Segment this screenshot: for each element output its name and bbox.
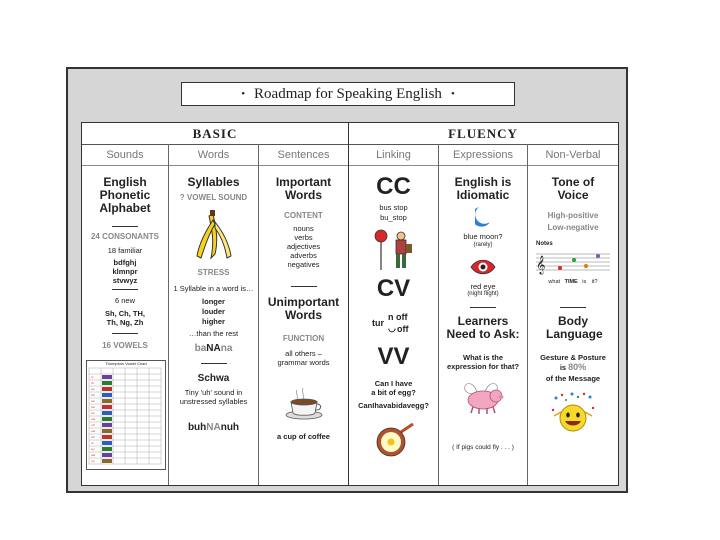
sentences-rule (259, 286, 348, 287)
syllable-line: 1 Syllable in a word is… (173, 284, 254, 293)
important-words-heading: Important Words (275, 175, 332, 202)
smiley-face-icon (550, 392, 596, 436)
idiomatic-heading: English is Idiomatic (454, 175, 512, 202)
schwa-part-2: NA (206, 422, 221, 433)
vv-example-1: Can I have (374, 379, 413, 388)
gesture-line-2 (528, 363, 618, 372)
body-language-heading: Body Language (546, 314, 603, 341)
notes-word-2: TIME (564, 279, 578, 285)
music-staff-image (536, 249, 610, 275)
svg-text:uw: uw (91, 429, 96, 433)
stress-higher: higher (202, 317, 225, 326)
vowel-chart-grid (87, 367, 165, 467)
sounds-rule-1 (82, 226, 168, 227)
svg-text:ih: ih (91, 381, 94, 385)
syllables-heading: Syllables (187, 175, 240, 189)
coffee-cup-image (285, 388, 323, 420)
gesture-is: is (559, 363, 567, 372)
vv-heading: VV (377, 343, 410, 370)
cv-link-mark: ◡ (388, 323, 396, 333)
vowel-sound-label: ? VOWEL SOUND (179, 193, 248, 202)
vowel-chart-title: Thompson Vowel Chart (105, 361, 147, 366)
words-rule (169, 363, 258, 364)
cc-example-2: bu_stop (380, 213, 407, 222)
vowel-chart-image (86, 360, 166, 470)
eye-icon (469, 258, 497, 276)
schwa-desc-2: unstressed syllables (179, 397, 248, 406)
unimportant-words-heading: Unimportant Words (267, 295, 340, 322)
svg-text:eh: eh (91, 393, 95, 397)
notes-word-4: it? (591, 279, 598, 285)
coffee-caption: a cup of coffee (277, 432, 330, 441)
cc-heading: CC (376, 173, 411, 200)
letters-row-3: stvwyz (112, 276, 138, 285)
svg-text:ow: ow (91, 417, 96, 421)
frying-pan-icon (375, 422, 415, 458)
category-fluency: FLUENCY (448, 125, 518, 141)
schwa-heading: Schwa (197, 373, 230, 384)
category-basic: BASIC (192, 125, 238, 141)
content-nouns: nouns (293, 224, 314, 233)
flying-pig-image (459, 378, 507, 416)
new-letters-1: Sh, Ch, TH, (105, 309, 145, 318)
gesture-percent: 80% (568, 362, 587, 372)
title-dot-left: • (241, 88, 246, 100)
vowels-label: 16 VOWELS (102, 341, 148, 350)
notes-label: Notes (536, 241, 553, 247)
sounds-column (82, 166, 168, 485)
notes-words (528, 279, 618, 285)
notes-word-1: what (548, 279, 561, 285)
pigs-caption: ( If pigs could fly . . . ) (452, 444, 514, 451)
cv-heading: CV (376, 275, 411, 302)
consonants-label: 24 CONSONANTS (90, 232, 159, 241)
column-header-words: Words (197, 149, 230, 161)
svg-text:aa: aa (91, 405, 95, 409)
svg-text:ey: ey (91, 387, 95, 391)
page-title (181, 82, 515, 106)
svg-text:𝄞: 𝄞 (536, 255, 546, 274)
sentences-column (259, 166, 348, 485)
red-eye-meaning: (night flight) (467, 291, 499, 297)
cv-n-off: n off (388, 312, 408, 322)
expressions-column (439, 166, 527, 485)
question-line-2: expression for that? (446, 362, 520, 371)
words-column (169, 166, 258, 485)
title-text: Roadmap for Speaking English (254, 85, 442, 102)
content-negatives: negatives (287, 260, 320, 269)
content-label: CONTENT (284, 211, 323, 220)
red-eye-label: red eye (470, 282, 496, 291)
tone-high: High-positive (547, 211, 599, 220)
sounds-heading (82, 176, 168, 215)
sounds-rule-2 (82, 289, 168, 290)
than-rest: …than the rest (188, 329, 239, 338)
schwa-desc-1: Tiny 'uh' sound in (184, 388, 243, 397)
schwa-example (169, 422, 258, 433)
cv-turn: tur (372, 318, 384, 328)
cc-example-1: bus stop (379, 203, 408, 212)
svg-text:aw: aw (91, 453, 96, 457)
banana-part-1: ba (194, 343, 207, 354)
schwa-part-3: nuh (220, 422, 240, 433)
content-adverbs: adverbs (290, 251, 317, 260)
column-header-linking: Linking (376, 149, 411, 161)
new-label: 6 new (114, 296, 135, 305)
tone-low: Low-negative (547, 223, 599, 232)
nonverbal-rule (528, 307, 618, 308)
column-header-expressions: Expressions (453, 149, 513, 161)
roadmap-table (81, 122, 619, 486)
gesture-line-1: Gesture & Posture (540, 353, 606, 362)
sounds-rule-3 (82, 333, 168, 334)
stress-longer: longer (202, 297, 225, 306)
banana-part-2: NA (206, 343, 221, 354)
function-label: FUNCTION (282, 334, 325, 343)
letters-row-1: bdfghj (113, 258, 137, 267)
svg-text:iy: iy (91, 375, 94, 379)
learners-heading: Learners Need to Ask: (446, 314, 520, 341)
new-letters-2: Th, Ng, Zh (106, 318, 144, 327)
svg-text:ao: ao (91, 411, 95, 415)
column-header-sentences: Sentences (277, 149, 330, 161)
vv-example-2: a bit of egg? (371, 388, 416, 397)
stress-label: STRESS (197, 268, 230, 277)
question-line-1: What is the (462, 353, 503, 362)
gesture-line-3: of the Message (545, 374, 601, 383)
moon-icon (475, 206, 491, 228)
svg-text:ay: ay (91, 447, 95, 451)
cv-off: off (397, 324, 409, 334)
svg-text:er: er (91, 441, 95, 445)
familiar-label: 18 familiar (107, 246, 143, 255)
svg-text:ah: ah (91, 435, 95, 439)
blue-moon-label: blue moon? (463, 232, 503, 241)
title-dot-right: • (450, 88, 455, 100)
content-verbs: verbs (294, 233, 313, 242)
column-header-nonverbal: Non-Verbal (545, 149, 601, 161)
banana-part-3: na (220, 343, 233, 354)
banana-stress-word (169, 343, 258, 354)
stress-louder: louder (202, 307, 225, 316)
expressions-rule (439, 307, 527, 308)
banana-image (193, 210, 235, 262)
vv-linked: CanIhavabidavegg? (358, 401, 429, 410)
tone-heading: Tone of Voice (551, 175, 595, 202)
content-adjectives: adjectives (286, 242, 321, 251)
svg-text:ae: ae (91, 399, 95, 403)
cv-example (349, 312, 438, 336)
roadmap-frame (66, 67, 628, 493)
sounds-heading-text: English Phonetic Alphabet (99, 175, 151, 215)
svg-text:oy: oy (91, 459, 95, 463)
nonverbal-column (528, 166, 618, 485)
letters-row-2: klmnpr (112, 267, 138, 276)
function-desc-1: all others – (285, 349, 322, 358)
linking-column (349, 166, 438, 485)
blue-moon-meaning: (rarely) (473, 242, 493, 248)
column-header-sounds: Sounds (106, 149, 144, 161)
bus-stop-image (373, 228, 415, 272)
schwa-part-1: buh (187, 422, 207, 433)
function-desc-2: grammar words (277, 358, 330, 367)
svg-text:uh: uh (91, 423, 95, 427)
notes-word-3: is (582, 279, 587, 285)
